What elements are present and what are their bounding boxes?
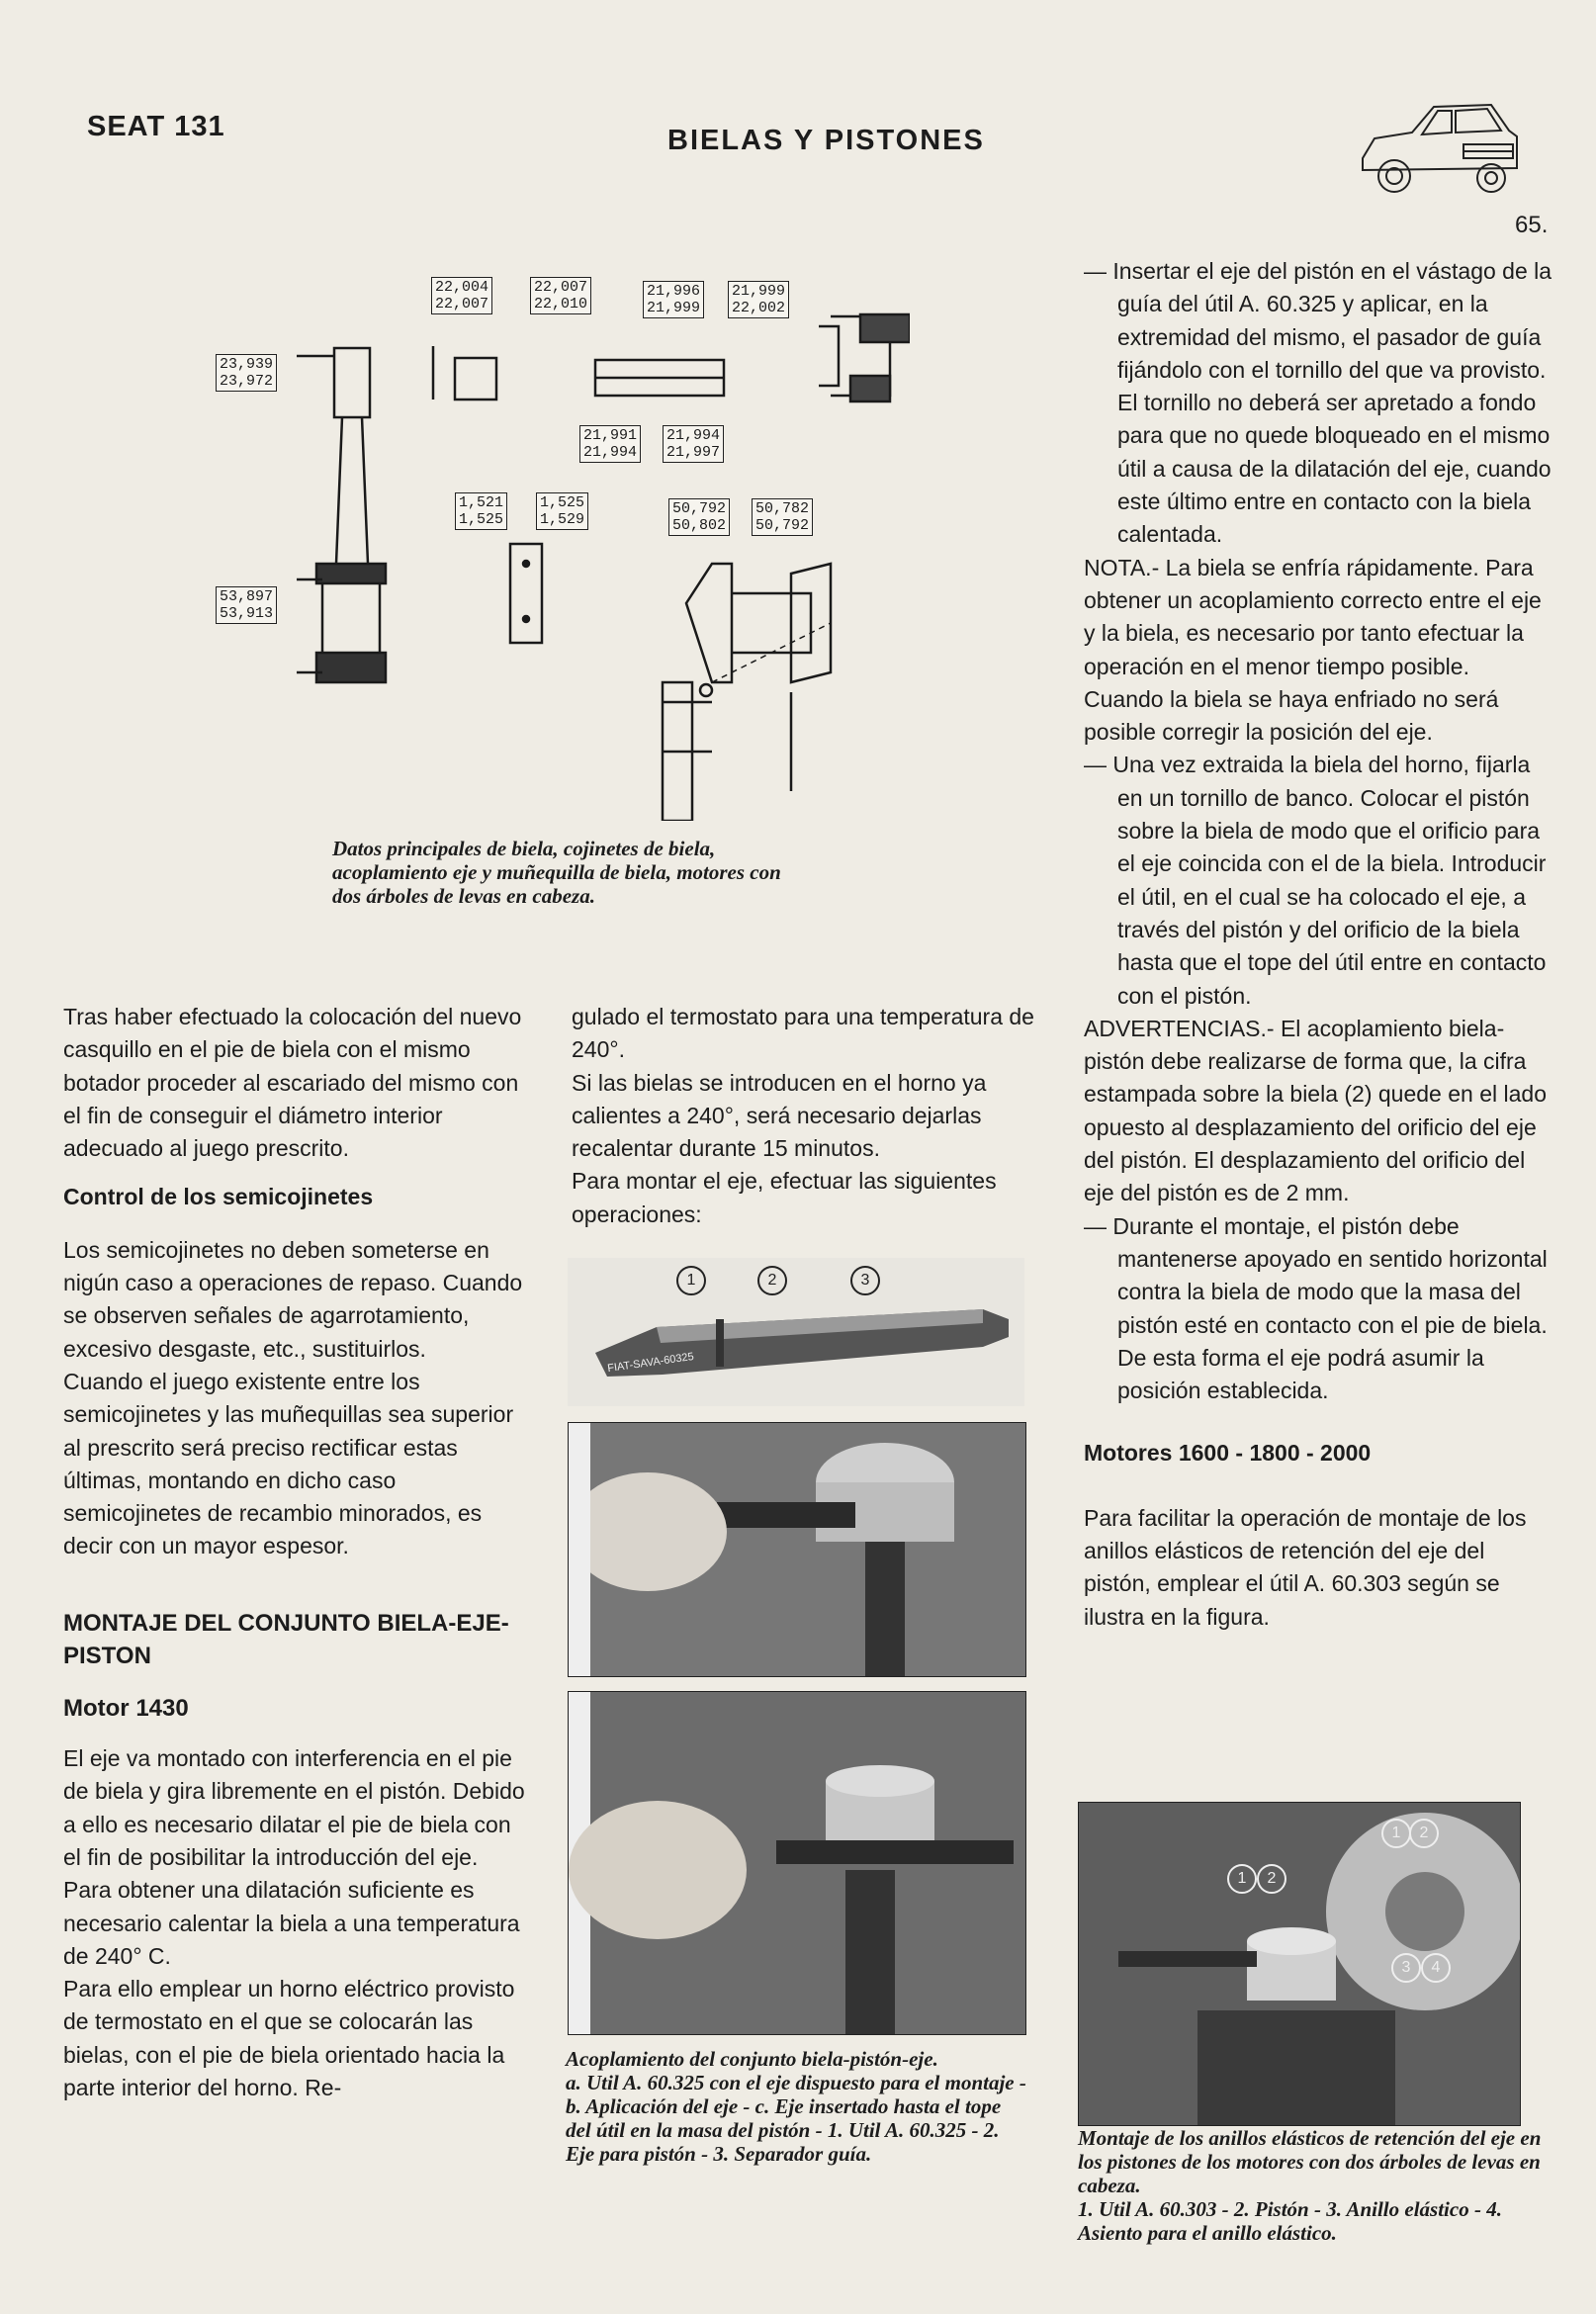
car-illustration [1353,87,1521,206]
paragraph: Los semicojinetes no deben someterse en nigún caso a operaciones de repaso. Cuando se observen señales de agarrotamiento, excesivo desgaste, etc., sustituirlos. [63,1236,523,1362]
callout-2: 2 [1257,1864,1286,1894]
photo-b-illustration [569,1423,1025,1676]
paragraph: Para ello emplear un horno eléctrico provisto de termostato en el que se colocarán las bielas, con el pie de biela orientado hacia la parte interior del horno. Re- [63,1976,515,2101]
warning: ADVERTENCIAS.- El acoplamiento biela-pistón debe realizarse de forma que, la cifra estampada sobre la biela (2) quede en el lado opuesto al desplazamiento del orificio del eje del pistón. El desplazamiento del orificio del eje del pistón es de 2 mm. [1084,1015,1547,1206]
column-1 [63,1001,528,2104]
callout-1: 1 [676,1266,706,1295]
photo-circlip-illustration [1079,1803,1520,2125]
section-heading: Motor 1430 [63,1694,189,1722]
paragraph: Para montar el eje, efectuar las siguientes operaciones: [572,1168,997,1227]
callout-4: 4 [1421,1953,1451,1983]
figure3-caption-text: Montaje de los anillos elásticos de retención del eje en los pistones de los motores con dos árboles de levas en cabeza. [1078,2126,1542,2197]
connecting-rod-drawing [198,267,910,821]
figure2-caption-body: a. Util A. 60.325 con el eje dispuesto para el montaje - b. Aplicación del eje - c. Eje insertado hasta el tope del útil en la masa del pistón - 1. Util A. 60.325 - 2. Eje para pistón - 3. Separador guía. [566,2071,1026,2166]
dim-rod-big-end: 53,897 53,913 [216,586,277,624]
figure2-caption [566,2047,1030,2166]
paragraph: El eje va montado con interferencia en el pie de biela y gira libremente en el pistón. Debido a ello es necesario dilatar el pie de biela con el fin de posibilitar la introducción del eje. Para obtener una dilatación suficiente es necesario calentar la biela a una temperatura de 240° C. [63,1745,525,1969]
figure1-caption: Datos principales de biela, cojinetes de biela, acoplamiento eje y muñequilla de biela, motores con dos árboles de levas en cabeza. [332,837,781,908]
dim-piston-1: 21,996 21,999 [643,281,704,318]
callout-2: 2 [1409,1819,1439,1848]
paragraph: — Una vez extraida la biela del horno, fijarla en un tornillo de banco. Colocar el pistón sobre la biela de modo que el orificio para el eje coincida con el de la biela. Introducir el útil, en el cual se ha colocado el eje, a través del pistón y del orificio de la biela hasta que el tope del útil entre en contacto con el pistón. [1084,752,1547,1009]
header-brand: SEAT 131 [87,111,225,142]
paragraph: Tras haber efectuado la colocación del nuevo casquillo en el pie de biela con el mismo botador proceder al escariado del mismo con el fin de conseguir el diámetro interior adecuado al juego prescrito. [63,1004,522,1162]
callout-1: 1 [1227,1864,1257,1894]
dim-journal-b: 50,782 50,792 [752,498,813,536]
photo-b [568,1422,1026,1677]
dim-bearing-a: 1,521 1,525 [455,492,507,530]
photo-circlip-tool [1078,1802,1521,2126]
section-heading: Motores 1600 - 1800 - 2000 [1084,1440,1372,1467]
dim-pin-2: 21,994 21,997 [663,425,724,463]
dim-bushing-2: 22,007 22,010 [530,277,591,314]
dim-rod-small-end: 23,939 23,972 [216,354,277,392]
dim-journal-a: 50,792 50,802 [668,498,730,536]
dim-bearing-b: 1,525 1,529 [536,492,588,530]
photo-tool-a [568,1258,1024,1406]
page-number: 65. [1515,212,1549,238]
section-heading: MONTAJE DEL CONJUNTO BIELA-EJE-PISTON [63,1609,509,1669]
dim-piston-2: 21,999 22,002 [728,281,789,318]
column-2 [572,1001,1038,1231]
page-title: BIELAS Y PISTONES [667,125,985,156]
dim-pin-1: 21,991 21,994 [579,425,641,463]
callout-1: 1 [1381,1819,1411,1848]
dim-bushing-1: 22,004 22,007 [431,277,492,314]
paragraph: Para facilitar la operación de montaje de los anillos elásticos de retención del eje del pistón, emplear el útil A. 60.303 según se ilustra en la figura. [1084,1504,1527,1630]
figure-connecting-rod-data [198,267,910,821]
tool-stamp: FIAT-SAVA-60325 [606,1350,695,1376]
tool-illustration [568,1258,1024,1406]
figure2-caption-title: Acoplamiento del conjunto biela-pistón-eje. [566,2047,938,2071]
callout-3: 3 [1391,1953,1421,1983]
paragraph: — Insertar el eje del pistón en el vástago de la guía del útil A. 60.325 y aplicar, en la extremidad del mismo, el pasador de guía fijándolo con el tornillo del que va provisto. El tornillo no deberá ser apretado a fondo para que no quede bloqueado en el mismo útil a causa de la dilatación del eje, cuando este último entre en contacto con la biela calentada. [1084,258,1552,548]
section-heading: Control de los semicojinetes [63,1184,374,1210]
photo-c [568,1691,1026,2035]
callout-3: 3 [850,1266,880,1295]
paragraph: Si las bielas se introducen en el horno ya calientes a 240°, será necesario dejarlas recalentar durante 15 minutos. [572,1069,987,1162]
figure3-caption [1078,2126,1543,2245]
column-3 [1084,255,1552,1634]
paragraph: — Durante el montaje, el pistón debe mantenerse apoyado en sentido horizontal contra la biela de modo que la masa del pistón esté en contacto con el pie de biela. De esta forma el eje podrá asumir la posición establecida. [1084,1212,1548,1404]
callout-2: 2 [757,1266,787,1295]
figure3-caption-legend: 1. Util A. 60.303 - 2. Pistón - 3. Anillo elástico - 4. Asiento para el anillo elástico. [1078,2197,1502,2245]
paragraph: Cuando el juego existente entre los semicojinetes y las muñequillas sea superior al prescrito será preciso rectificar estas últimas, montando en dicho caso semicojinetes de recambio minorados, es decir con un mayor espesor. [63,1368,514,1559]
photo-c-illustration [569,1692,1025,2034]
note: NOTA.- La biela se enfría rápidamente. Para obtener un acoplamiento correcto entre el eje y la biela, es necesario por tanto efectuar la operación en el menor tiempo posible. Cuando la biela se haya enfriado no será posible corregir la posición del eje. [1084,554,1542,746]
paragraph: gulado el termostato para una temperatura de 240°. [572,1004,1034,1063]
